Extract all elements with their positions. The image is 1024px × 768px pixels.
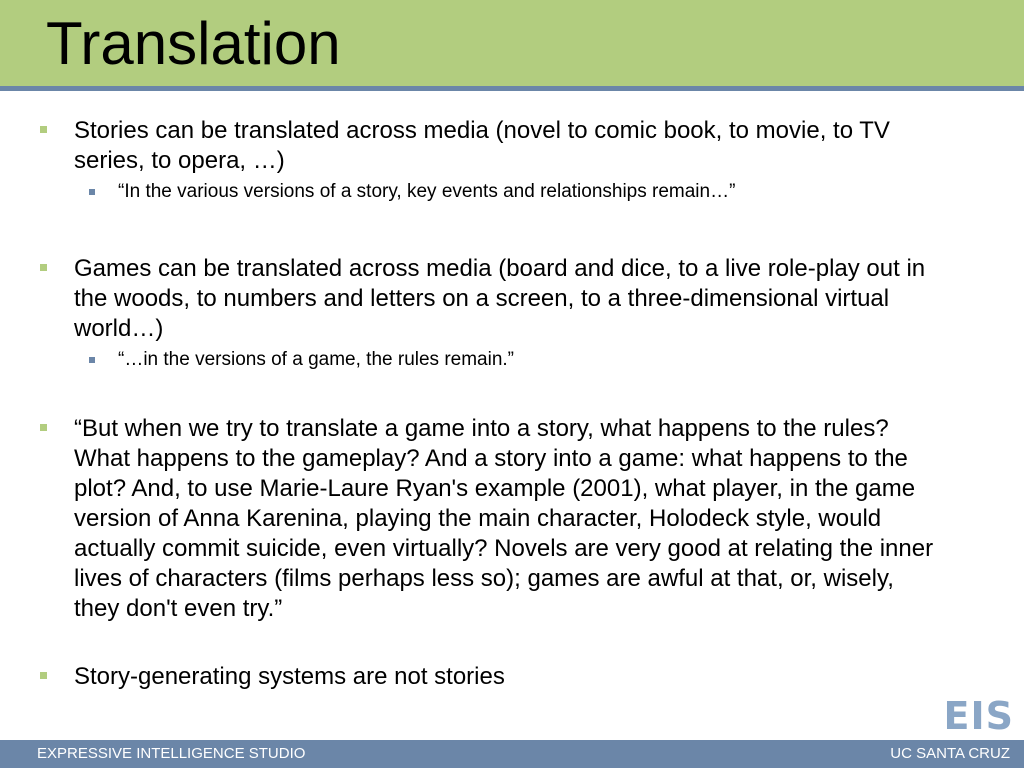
- square-bullet-icon: [89, 189, 95, 195]
- bullet-item: [36, 414, 936, 624]
- square-bullet-icon: [40, 264, 47, 271]
- footer-bar: [0, 740, 1024, 768]
- bullet-text: Games can be translated across media (board and dice, to a live role-play out in the woods, to numbers and letters on a screen, to a three-dimensional virtual world…): [74, 255, 926, 342]
- bullet-item: [36, 662, 936, 692]
- square-bullet-icon: [89, 357, 95, 363]
- slide-content: [36, 116, 936, 692]
- footer-studio-name: EXPRESSIVE INTELLIGENCE STUDIO: [37, 745, 306, 762]
- sub-bullet-text: “…in the versions of a game, the rules remain.”: [118, 349, 515, 370]
- square-bullet-icon: [40, 126, 47, 133]
- title-divider: [0, 86, 1024, 91]
- footer-university: UC SANTA CRUZ: [890, 745, 1010, 762]
- square-bullet-icon: [40, 672, 47, 679]
- title-bar: [0, 0, 1024, 86]
- sub-bullet-text: “In the various versions of a story, key events and relationships remain…”: [118, 181, 736, 202]
- bullet-item: [36, 254, 936, 344]
- eis-logo: EIS: [943, 694, 1014, 738]
- bullet-text: “But when we try to translate a game into a story, what happens to the rules? What happens to the gameplay? And a story into a game: what happens to the plot? And, to use Marie-Laure Ryan's example (2001), what player, in the game version of Anna Karenina, playing the main character, Holodeck style, would actually commit suicide, even virtually? Novels are very good at relating the inner lives of characters (films perhaps less so); games are awful at that, or, wisely, they don't even try.”: [74, 415, 934, 622]
- sub-bullet-item: [36, 348, 936, 372]
- bullet-item: [36, 116, 936, 176]
- slide-title: Translation: [46, 10, 341, 77]
- sub-bullet-item: [36, 180, 936, 204]
- bullet-text: Stories can be translated across media (novel to comic book, to movie, to TV series, to opera, …): [74, 117, 890, 174]
- bullet-text: Story-generating systems are not stories: [74, 663, 505, 690]
- square-bullet-icon: [40, 424, 47, 431]
